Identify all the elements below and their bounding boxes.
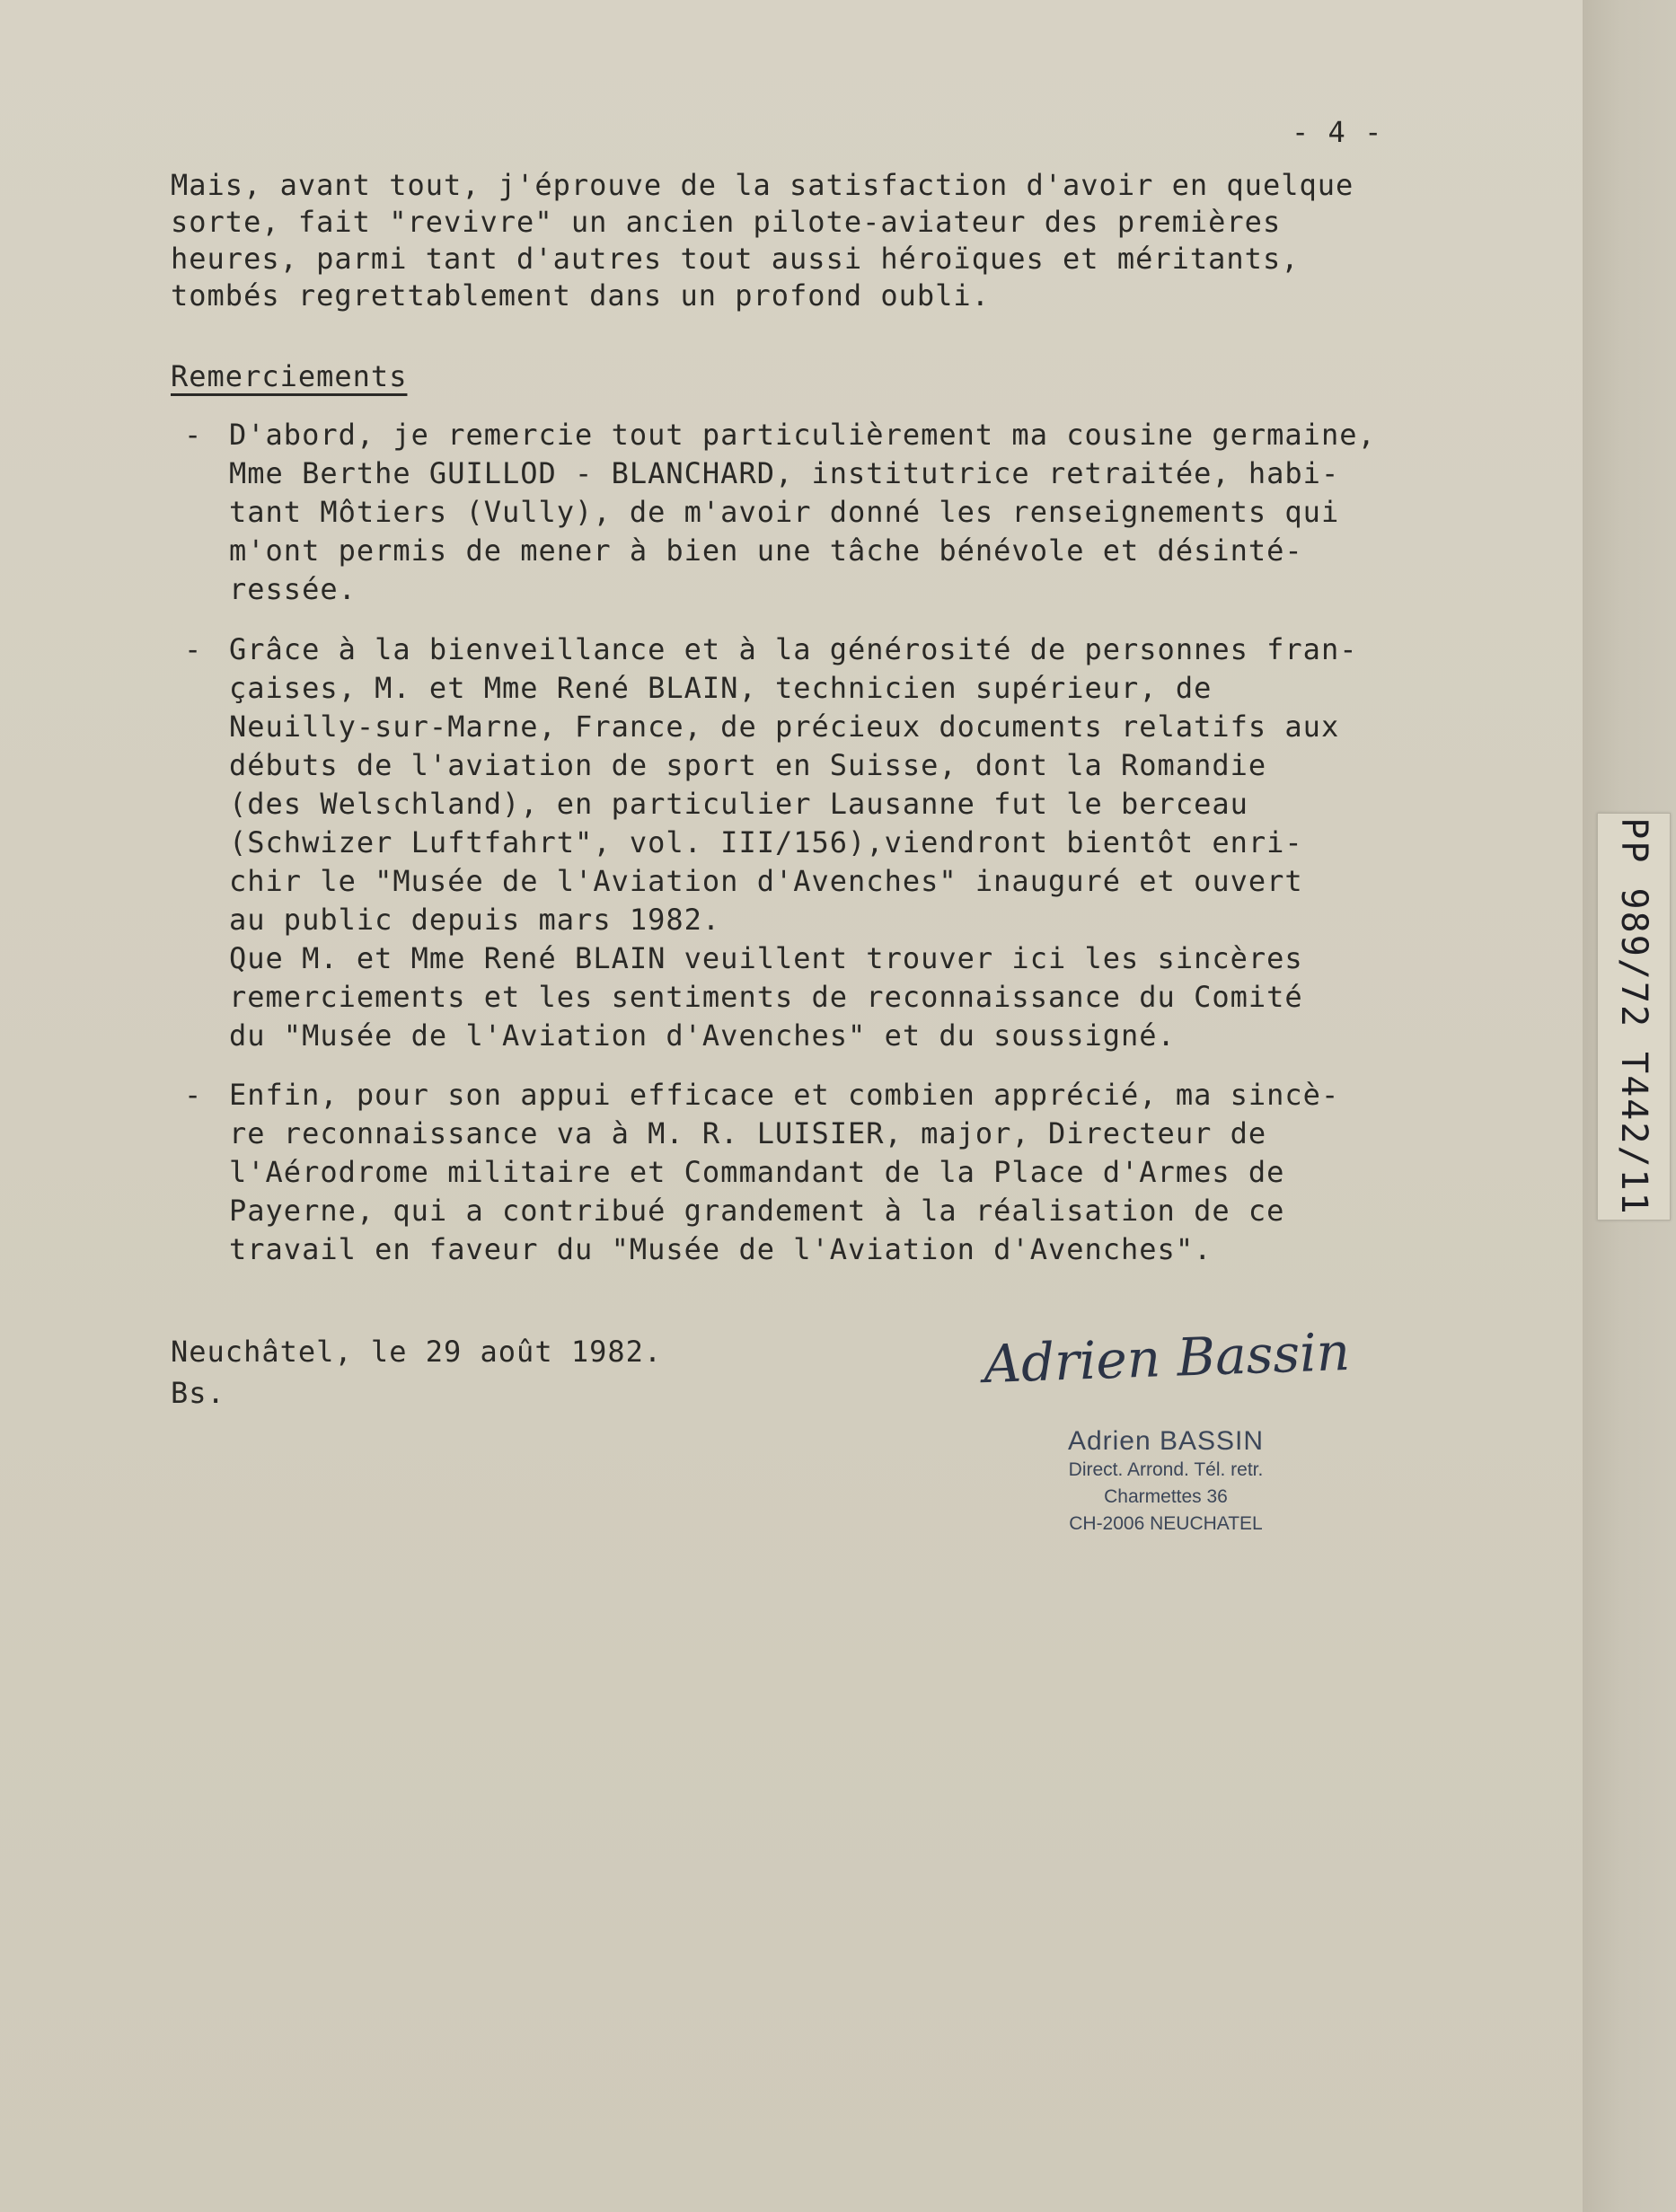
section-heading: Remerciements (171, 359, 408, 393)
bullet-dash: - (184, 632, 203, 666)
stamp-line: Charmettes 36 (1104, 1486, 1228, 1507)
text-line: au public depuis mars 1982. (229, 903, 721, 937)
text-line: heures, parmi tant d'autres tout aussi héroïques et méritants, (171, 242, 1300, 276)
text-line: du "Musée de l'Aviation d'Avenches" et du soussigné. (229, 1018, 1176, 1053)
text-line: Neuilly-sur-Marne, France, de précieux documents relatifs aux (229, 709, 1340, 744)
text-line: Grâce à la bienveillance et à la générosité de personnes fran- (229, 632, 1358, 666)
stamp-line: Direct. Arrond. Tél. retr. (1068, 1459, 1264, 1480)
text-line: (des Welschland), en particulier Lausanne fut le berceau (229, 787, 1248, 821)
author-initials: Bs. (171, 1376, 225, 1410)
bullet-dash: - (184, 1078, 203, 1112)
bullet-dash: - (184, 418, 203, 452)
text-line: travail en faveur du "Musée de l'Aviation d'Avenches". (229, 1232, 1213, 1266)
text-line: Payerne, qui a contribué grandement à la réalisation de ce (229, 1194, 1285, 1228)
text-line: (Schwizer Luftfahrt", vol. III/156),viendront bientôt enri- (229, 825, 1303, 859)
stamp-name: Adrien BASSIN (1067, 1426, 1265, 1456)
text-line: tant Môtiers (Vully), de m'avoir donné les renseignements qui (229, 495, 1340, 529)
place-date: Neuchâtel, le 29 août 1982. (171, 1335, 663, 1369)
list-item-body (229, 630, 1504, 1055)
text-line: remerciements et les sentiments de reconnaissance du Comité (229, 980, 1303, 1014)
stamp-line: CH-2006 NEUCHATEL (1069, 1513, 1263, 1534)
intro-paragraph (171, 167, 1354, 314)
handwritten-signature: Adrien Bassin (982, 1320, 1352, 1396)
text-line: ressée. (229, 572, 357, 606)
text-line: Que M. et Mme René BLAIN veuillent trouver ici les sincères (229, 941, 1303, 975)
text-line: l'Aérodrome militaire et Commandant de la Place d'Armes de (229, 1155, 1285, 1189)
list-item-body (229, 1076, 1504, 1269)
archive-label-sticker (1597, 813, 1671, 1221)
text-line: sorte, fait "revivre" un ancien pilote-aviateur des premières (171, 205, 1282, 239)
list-item-body (229, 416, 1504, 609)
text-line: Mais, avant tout, j'éprouve de la satisfaction d'avoir en quelque (171, 168, 1354, 202)
text-line: débuts de l'aviation de sport en Suisse, dont la Romandie (229, 748, 1267, 782)
text-line: D'abord, je remercie tout particulièrement ma cousine germaine, (229, 418, 1376, 452)
text-line: çaises, M. et Mme René BLAIN, technicien supérieur, de (229, 671, 1213, 705)
text-line: Enfin, pour son appui efficace et combien apprécié, ma sincè- (229, 1078, 1340, 1112)
text-line: Mme Berthe GUILLOD - BLANCHARD, institutrice retraitée, habi- (229, 456, 1340, 490)
page-number: - 4 - (1292, 115, 1383, 149)
address-stamp (1031, 1426, 1301, 1538)
text-line: tombés regrettablement dans un profond oubli. (171, 278, 990, 313)
text-line: m'ont permis de mener à bien une tâche bénévole et désinté- (229, 533, 1303, 568)
closing-block (171, 1331, 662, 1414)
archive-label-text: PP 989/72 T442/11 (1613, 817, 1654, 1216)
text-line: re reconnaissance va à M. R. LUISIER, major, Directeur de (229, 1116, 1267, 1150)
text-line: chir le "Musée de l'Aviation d'Avenches" inauguré et ouvert (229, 864, 1303, 898)
